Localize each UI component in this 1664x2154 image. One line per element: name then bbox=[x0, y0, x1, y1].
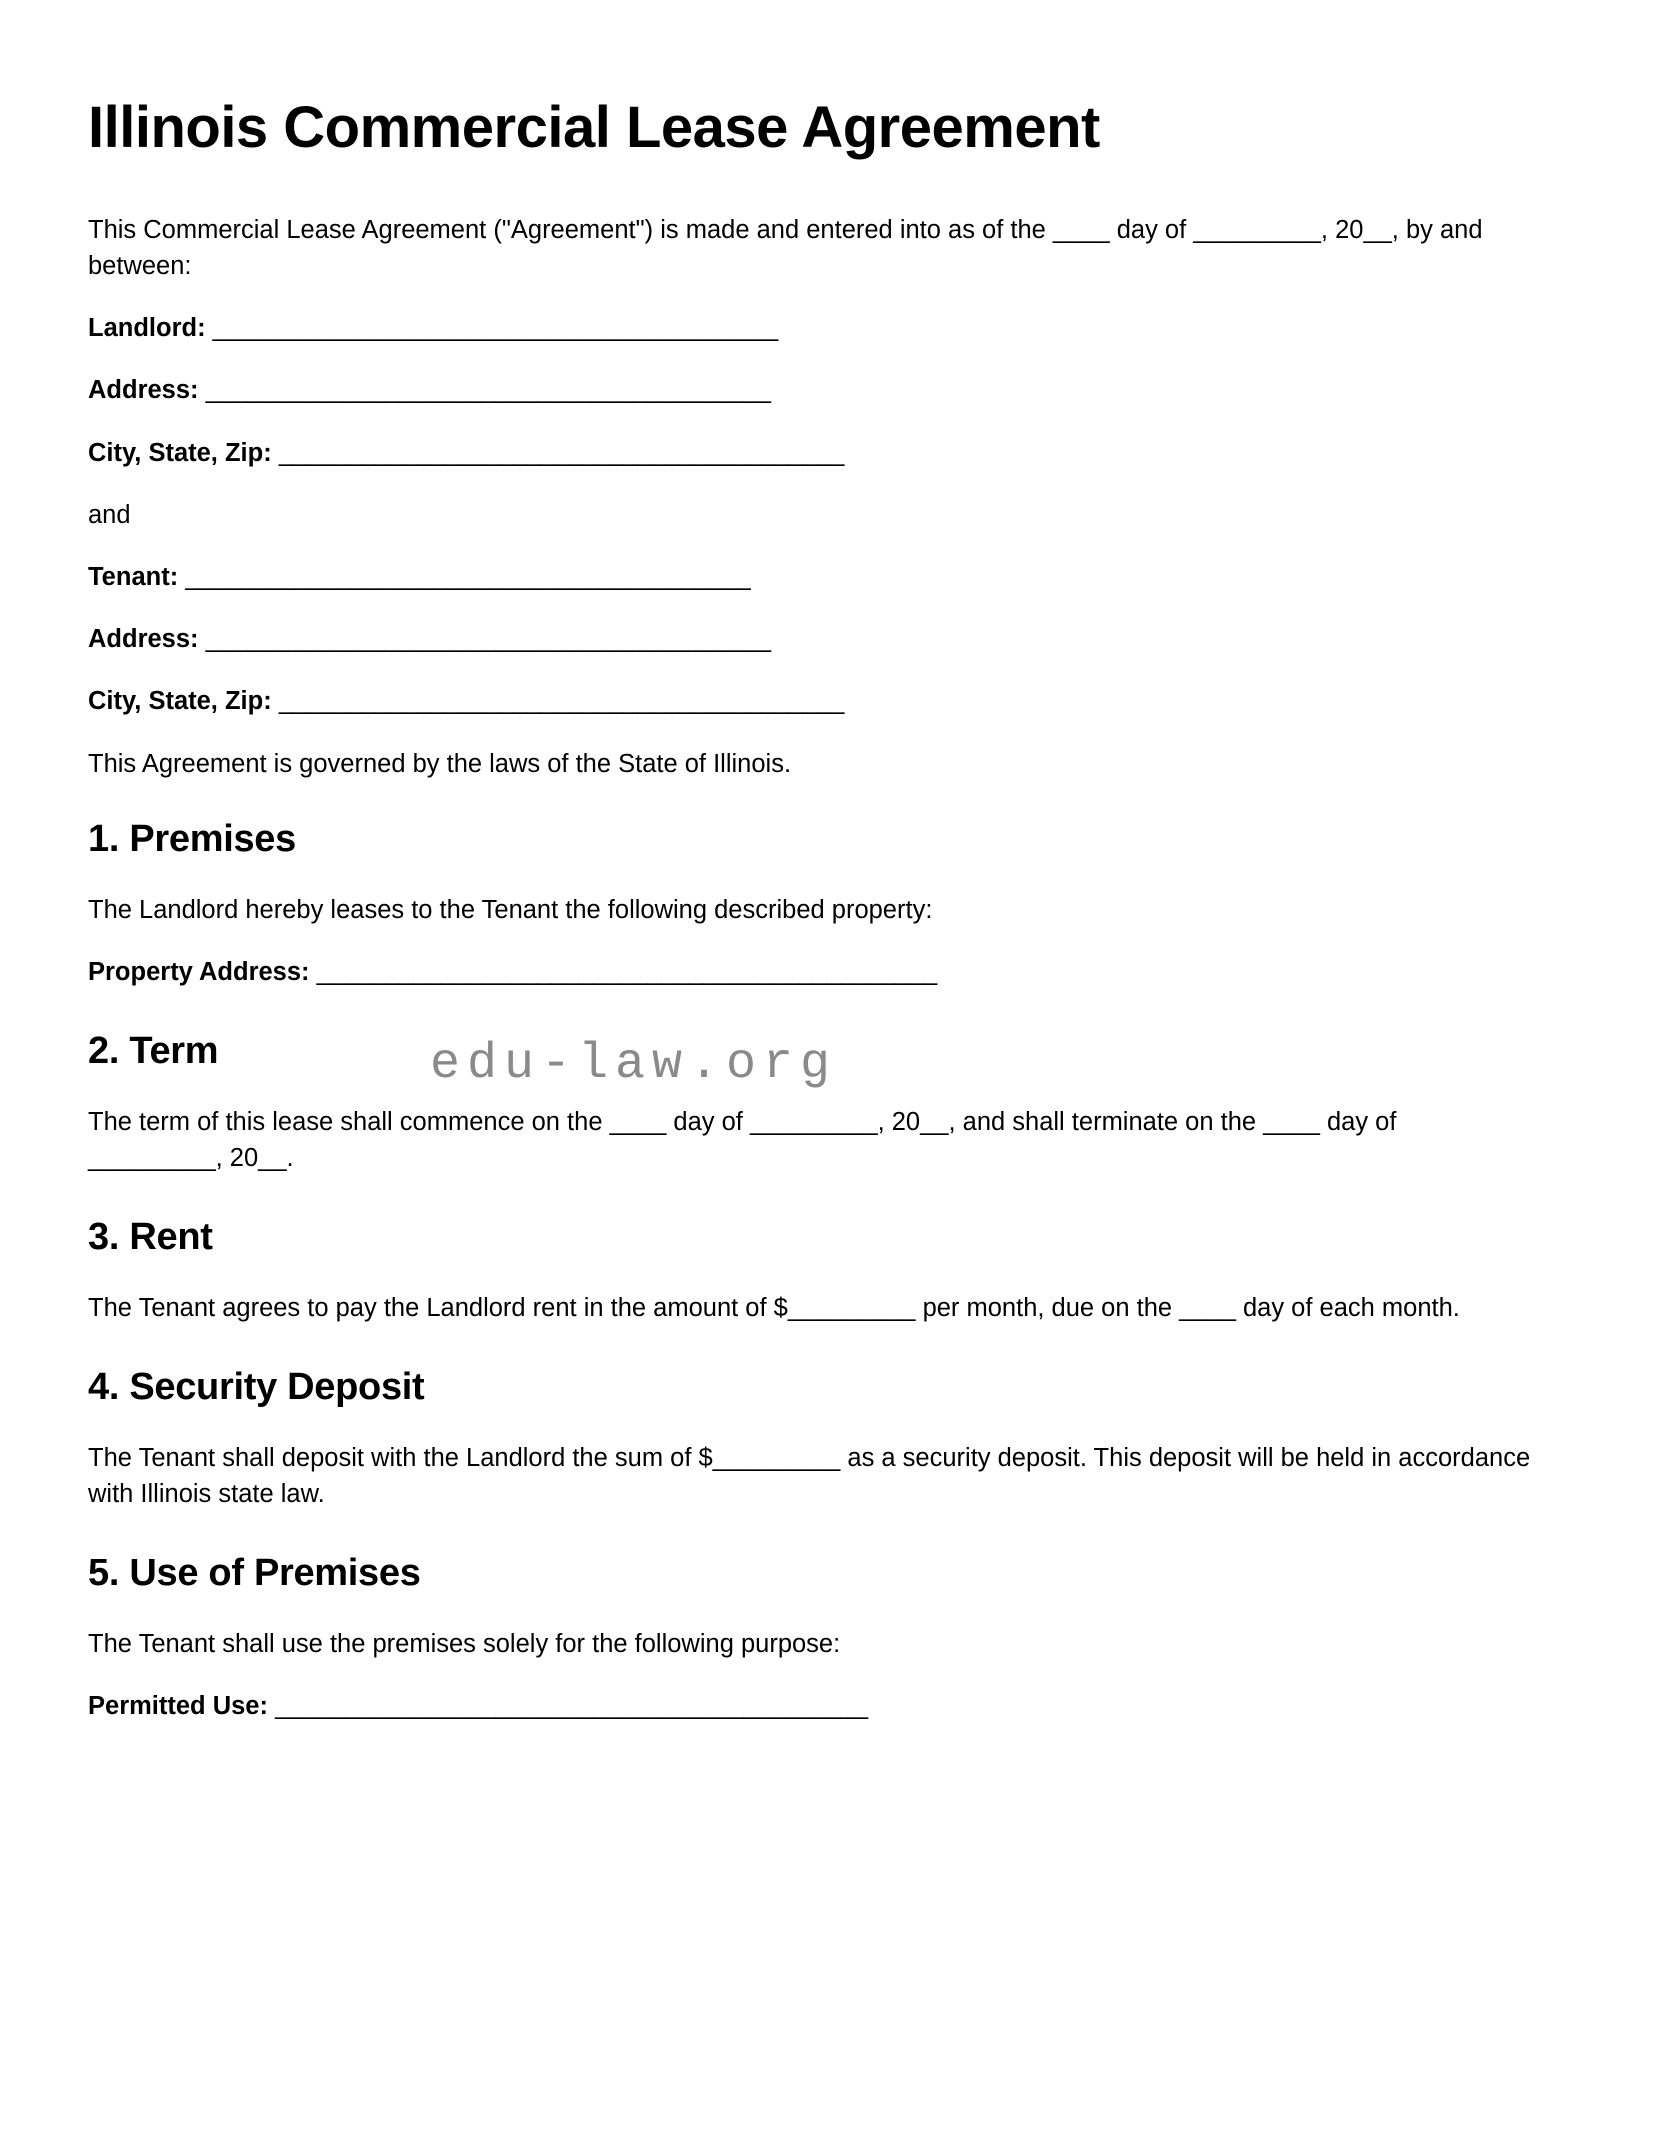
governing-law-paragraph: This Agreement is governed by the laws of the State of Illinois. bbox=[88, 749, 792, 778]
landlord-city-state-zip-label: City, State, Zip: bbox=[88, 438, 272, 467]
watermark-edu-law-org: edu-law.org bbox=[430, 1036, 838, 1093]
section-heading-security-deposit: 4. Security Deposit bbox=[88, 1365, 425, 1408]
tenant-name-label: Tenant: bbox=[88, 563, 179, 592]
section-body-premises: The Landlord hereby leases to the Tenant the following described property: bbox=[88, 895, 933, 924]
page-title: Illinois Commercial Lease Agreement bbox=[88, 95, 1100, 160]
landlord-name-blank[interactable]: _________________________________________ bbox=[212, 314, 778, 343]
intro-paragraph: This Commercial Lease Agreement ("Agreement") is made and entered into as of the ____ day of _________, 20__, by and between: bbox=[88, 215, 1483, 280]
tenant-city-state-zip-label: City, State, Zip: bbox=[88, 687, 272, 716]
section-body-term: The term of this lease shall commence on the ____ day of _________, 20__, and shall terminate on the ____ day of _________, 20__. bbox=[88, 1107, 1397, 1172]
section-heading-premises: 1. Premises bbox=[88, 817, 296, 860]
tenant-address-blank[interactable]: _________________________________________ bbox=[205, 625, 771, 654]
permitted-use-field bbox=[88, 1688, 1576, 1724]
section-heading-rent: 3. Rent bbox=[88, 1216, 213, 1259]
landlord-city-state-zip-blank[interactable]: _________________________________________ bbox=[278, 438, 844, 467]
landlord-name-label: Landlord: bbox=[88, 314, 206, 343]
landlord-address-label: Address: bbox=[88, 376, 199, 405]
section-body-use-of-premises: The Tenant shall use the premises solely for the following purpose: bbox=[88, 1629, 841, 1658]
document-content bbox=[88, 96, 1576, 1724]
permitted-use-label: Permitted Use: bbox=[88, 1691, 268, 1720]
tenant-name-blank[interactable]: _________________________________________ bbox=[185, 563, 751, 592]
landlord-address-field bbox=[88, 372, 1576, 408]
parties-connector: and bbox=[88, 500, 131, 529]
section-heading-use-of-premises: 5. Use of Premises bbox=[88, 1552, 421, 1594]
landlord-address-blank[interactable]: _________________________________________ bbox=[205, 376, 771, 405]
permitted-use-blank[interactable]: ___________________________________________ bbox=[275, 1691, 868, 1720]
landlord-city-state-zip-field bbox=[88, 435, 1576, 471]
tenant-address-field bbox=[88, 621, 1576, 657]
section-body-rent: The Tenant agrees to pay the Landlord rent in the amount of $_________ per month, due on the ____ day of each month. bbox=[88, 1293, 1460, 1322]
tenant-city-state-zip-blank[interactable]: _________________________________________ bbox=[278, 687, 844, 716]
section-heading-term: 2. Term bbox=[88, 1029, 219, 1072]
tenant-address-label: Address: bbox=[88, 625, 199, 654]
tenant-city-state-zip-field bbox=[88, 683, 1576, 719]
property-address-blank[interactable]: _____________________________________________ bbox=[316, 957, 937, 986]
section-body-security-deposit: The Tenant shall deposit with the Landlord the sum of $_________ as a security deposit. This deposit will be held in accordance with Illinois state law. bbox=[88, 1443, 1531, 1508]
tenant-name-field bbox=[88, 559, 1576, 595]
landlord-name-field bbox=[88, 310, 1576, 346]
property-address-field bbox=[88, 954, 1576, 990]
property-address-label: Property Address: bbox=[88, 957, 310, 986]
